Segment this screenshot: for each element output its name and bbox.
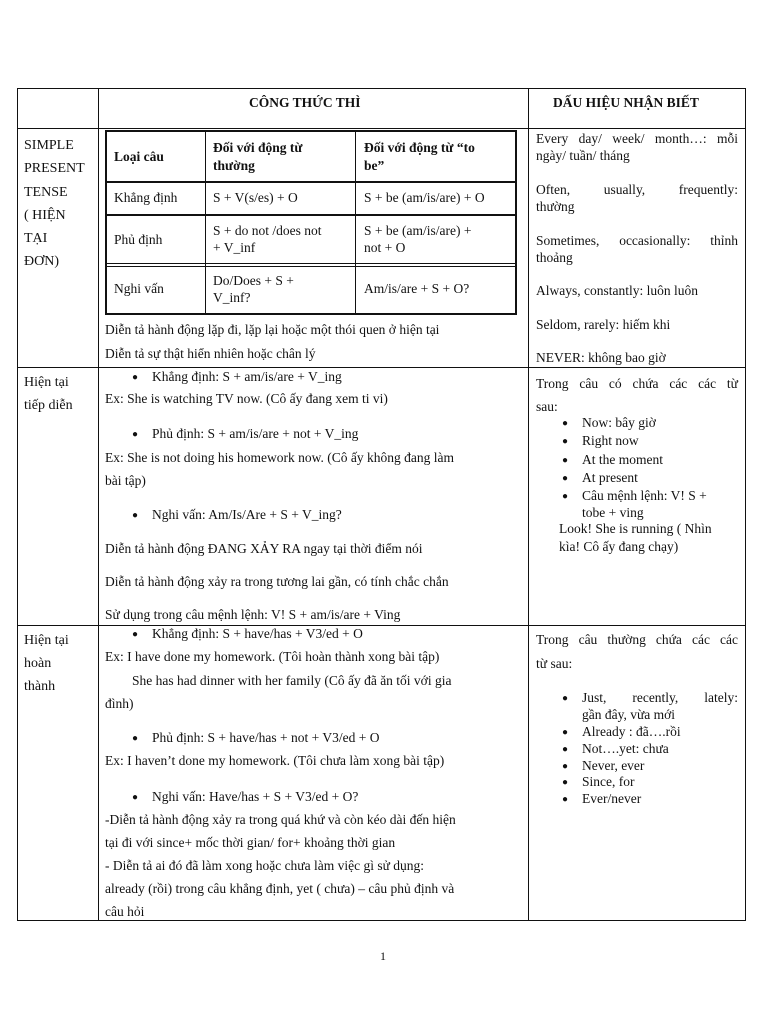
sign-line: Every day/ week/ month…: mỗi xyxy=(536,131,738,146)
sign-item: Now: bây giờ xyxy=(582,415,656,430)
sign-item: Right now xyxy=(582,433,639,448)
signs-intro: sau: xyxy=(536,399,558,414)
inner-row-divider xyxy=(106,266,516,267)
inner-col-divider xyxy=(205,131,206,314)
usage-line: - Diễn tả ai đó đã làm xong hoặc chưa làm việc gì sử dụng: xyxy=(105,858,425,873)
inner-cell-type: Nghi vấn xyxy=(114,281,164,296)
formula-negative: Phủ định: S + have/has + not + V3/ed + O xyxy=(152,730,380,745)
sign-line: Often, usually, frequently: xyxy=(536,182,738,197)
example-line: Ex: I haven’t done my homework. (Tôi chưa làm xong bài tập) xyxy=(105,753,445,768)
usage-line: Sử dụng trong câu mệnh lệnh: V! S + am/is/are + Ving xyxy=(105,607,401,622)
usage-line: câu hỏi xyxy=(105,904,145,919)
inner-table-top xyxy=(105,130,517,132)
usage-line: already (rồi) trong câu khẳng định, yet ( chưa) – câu phủ định và xyxy=(105,881,455,896)
bullet-icon: ● xyxy=(132,429,139,440)
bullet-icon: ● xyxy=(132,792,139,803)
tense-name-line: TẠI xyxy=(24,231,48,246)
bullet-icon: ● xyxy=(562,436,569,447)
bullet-icon: ● xyxy=(562,418,569,429)
sign-item: Already : đã….rồi xyxy=(582,724,681,739)
formula-affirm: Khẳng định: S + am/is/are + V_ing xyxy=(152,369,342,384)
inner-header-verb: Đối với động từ xyxy=(213,140,303,155)
header-formula: CÔNG THỨC THÌ xyxy=(249,95,361,110)
sign-item: Câu mệnh lệnh: V! S + xyxy=(582,488,707,503)
example-line: bài tập) xyxy=(105,473,146,488)
inner-cell-type: Phủ định xyxy=(114,232,163,247)
signs-intro: Trong câu thường chứa các các xyxy=(536,632,738,647)
tense-name-line: hoàn xyxy=(24,656,52,671)
tense-name-line: Hiện tại xyxy=(24,633,69,648)
inner-header-tobe: be” xyxy=(364,158,385,173)
header-bottom-border xyxy=(17,128,746,129)
col1-divider xyxy=(98,88,99,921)
sign-line: ngày/ tuần/ tháng xyxy=(536,148,630,163)
bullet-icon: ● xyxy=(562,473,569,484)
example-line: Ex: She is not doing his homework now. (Cô ấy không đang làm xyxy=(105,450,454,465)
inner-cell-verb: S + V(s/es) + O xyxy=(213,190,298,205)
inner-cell-verb: V_inf? xyxy=(213,290,251,305)
sign-line: Seldom, rarely: hiếm khi xyxy=(536,317,671,332)
example-line: Ex: I have done my homework. (Tôi hoàn thành xong bài tập) xyxy=(105,649,440,664)
sign-line: Always, constantly: luôn luôn xyxy=(536,283,698,298)
bullet-icon: ● xyxy=(562,794,569,805)
inner-cell-tobe: Am/is/are + S + O? xyxy=(364,281,470,296)
inner-row-divider xyxy=(106,181,516,183)
sign-line: thoảng xyxy=(536,250,573,265)
signs-example: Look! She is running ( Nhìn xyxy=(559,521,712,536)
usage-line: Diễn tả hành động ĐANG XẢY RA ngay tại thời điểm nói xyxy=(105,541,423,556)
inner-cell-type: Khẳng định xyxy=(114,190,178,205)
bullet-icon: ● xyxy=(562,777,569,788)
inner-cell-verb: + V_inf xyxy=(213,240,256,255)
sign-item: Since, for xyxy=(582,774,635,789)
sign-line: NEVER: không bao giờ xyxy=(536,350,666,365)
inner-cell-tobe: not + O xyxy=(364,240,406,255)
example-line: đình) xyxy=(105,696,134,711)
usage-line: Diễn tả hành động lặp đi, lặp lại hoặc một thói quen ở hiện tại xyxy=(105,322,440,337)
bullet-icon: ● xyxy=(562,727,569,738)
sign-item: tobe + ving xyxy=(582,505,644,520)
col2-divider xyxy=(528,88,529,921)
formula-question: Nghi vấn: Have/has + S + V3/ed + O? xyxy=(152,789,359,804)
bullet-icon: ● xyxy=(562,693,569,704)
inner-col-divider xyxy=(355,131,356,314)
bullet-icon: ● xyxy=(132,629,139,640)
sign-item: At present xyxy=(582,470,638,485)
inner-table-right xyxy=(515,130,517,315)
tense-name-line: tiếp diễn xyxy=(24,398,73,413)
bullet-icon: ● xyxy=(562,455,569,466)
sign-item: Ever/never xyxy=(582,791,642,806)
formula-affirm: Khẳng định: S + have/has + V3/ed + O xyxy=(152,626,363,641)
sign-item: Not….yet: chưa xyxy=(582,741,669,756)
bullet-icon: ● xyxy=(562,761,569,772)
sign-item: gần đây, vừa mới xyxy=(582,707,676,722)
sign-line: Sometimes, occasionally: thỉnh xyxy=(536,233,738,248)
tense-name-line: SIMPLE xyxy=(24,138,74,153)
tense-name-line: ( HIỆN xyxy=(24,208,66,223)
inner-cell-tobe: S + be (am/is/are) + O xyxy=(364,190,485,205)
inner-cell-verb: Do/Does + S + xyxy=(213,273,294,288)
sign-item: Never, ever xyxy=(582,758,645,773)
example-line: Ex: She is watching TV now. (Cô ấy đang xem ti vi) xyxy=(105,391,388,406)
usage-line: -Diễn tả hành động xảy ra trong quá khứ và còn kéo dài đến hiện xyxy=(105,812,456,827)
table-border-right xyxy=(745,88,746,921)
tense-name-line: PRESENT xyxy=(24,161,85,176)
inner-row-divider xyxy=(106,214,516,216)
inner-table-bottom xyxy=(105,313,517,315)
signs-example: kìa! Cô ấy đang chạy) xyxy=(559,539,679,554)
bullet-icon: ● xyxy=(562,744,569,755)
example-line: She has had dinner with her family (Cô ấy đã ăn tối với gia xyxy=(132,673,452,688)
sign-item: Just, recently, lately: xyxy=(582,690,738,705)
tense-name-line: ĐƠN) xyxy=(24,254,59,269)
sign-item: At the moment xyxy=(582,452,663,467)
bullet-icon: ● xyxy=(132,510,139,521)
inner-cell-tobe: S + be (am/is/are) + xyxy=(364,223,472,238)
bullet-icon: ● xyxy=(132,733,139,744)
formula-question: Nghi vấn: Am/Is/Are + S + V_ing? xyxy=(152,507,342,522)
tense-name-line: TENSE xyxy=(24,185,68,200)
table-border-top xyxy=(17,88,746,89)
inner-header-type: Loại câu xyxy=(114,149,164,164)
sign-line: thường xyxy=(536,199,575,214)
row2-bottom-border xyxy=(17,625,746,626)
inner-header-tobe: Đối với động từ “to xyxy=(364,140,475,155)
page-number: 1 xyxy=(380,949,386,963)
tense-name-line: thành xyxy=(24,679,56,694)
inner-row-divider xyxy=(106,263,516,264)
inner-header-verb: thường xyxy=(213,158,255,173)
formula-negative: Phủ định: S + am/is/are + not + V_ing xyxy=(152,426,359,441)
usage-line: Diễn tả hành động xảy ra trong tương lai gần, có tính chắc chắn xyxy=(105,574,449,589)
signs-intro: Trong câu có chứa các các từ xyxy=(536,376,738,391)
bullet-icon: ● xyxy=(562,491,569,502)
table-border-left xyxy=(17,88,18,921)
row1-bottom-border xyxy=(17,367,746,368)
usage-line: tại đi với since+ mốc thời gian/ for+ khoảng thời gian xyxy=(105,835,396,850)
signs-intro: từ sau: xyxy=(536,656,573,671)
bullet-icon: ● xyxy=(132,372,139,383)
usage-line: Diễn tả sự thật hiển nhiên hoặc chân lý xyxy=(105,346,316,361)
inner-table-left xyxy=(105,130,107,315)
header-signs: DẤU HIỆU NHẬN BIẾT xyxy=(553,95,699,110)
tense-name-line: Hiện tại xyxy=(24,375,69,390)
inner-cell-verb: S + do not /does not xyxy=(213,223,322,238)
